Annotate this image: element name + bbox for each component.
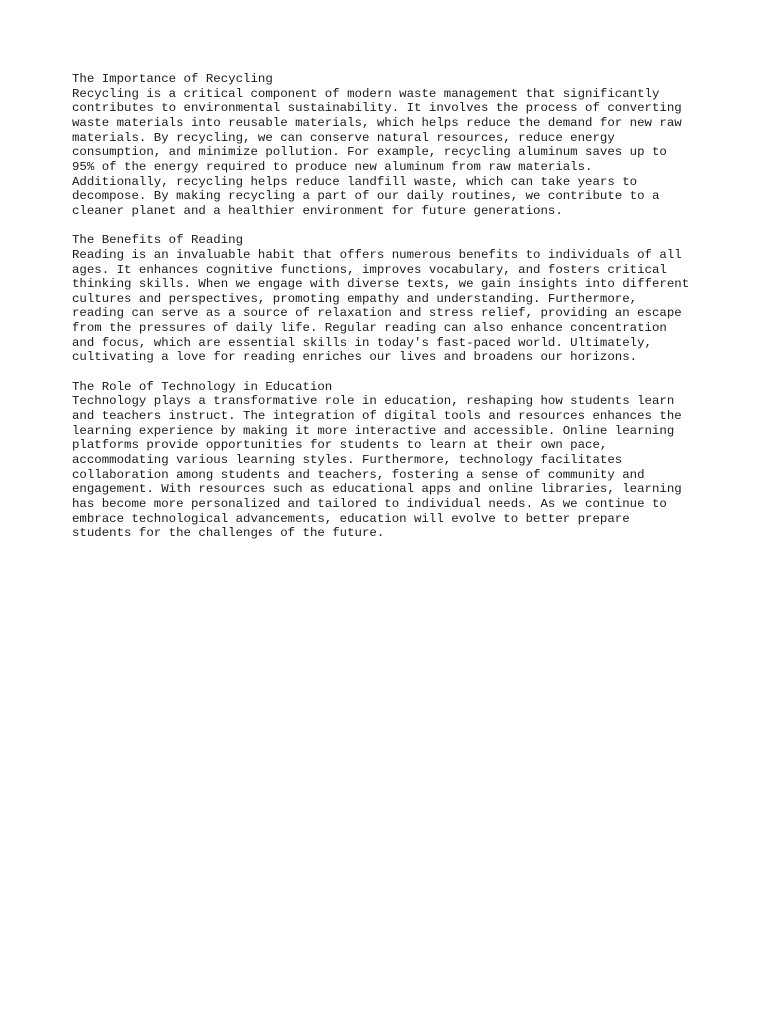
paragraph-line: waste materials into reusable materials, which helps reduce the demand for new raw: [72, 115, 682, 130]
paragraph-line: cultivating a love for reading enriches our lives and broadens our horizons.: [72, 350, 638, 365]
section-technology: [72, 380, 722, 541]
paragraph-line: and teachers instruct. The integration of digital tools and resources enhances the: [72, 409, 682, 424]
paragraph-line: learning experience by making it more interactive and accessible. Online learning: [72, 423, 675, 438]
section-recycling: [72, 72, 722, 219]
paragraph-line: Reading is an invaluable habit that offers numerous benefits to individuals of all: [72, 247, 682, 262]
paragraph-line: platforms provide opportunities for students to learn at their own pace,: [72, 438, 608, 453]
paragraph-line: materials. By recycling, we can conserve natural resources, reduce energy: [72, 130, 615, 145]
paragraph-line: cultures and perspectives, promoting empathy and understanding. Furthermore,: [72, 291, 638, 306]
paragraph-line: ages. It enhances cognitive functions, improves vocabulary, and fosters critical: [72, 262, 667, 277]
paragraph-line: 95% of the energy required to produce new aluminum from raw materials.: [72, 159, 593, 174]
section-reading: [72, 233, 722, 365]
paragraph-line: students for the challenges of the future.: [72, 526, 385, 541]
paragraph-line: has become more personalized and tailored to individual needs. As we continue to: [72, 497, 667, 511]
paragraph-line: cleaner planet and a healthier environment for future generations.: [72, 203, 563, 218]
paragraph-line: thinking skills. When we engage with diverse texts, we gain insights into different: [72, 277, 690, 292]
paragraph-line: Technology plays a transformative role in education, reshaping how students learn: [72, 394, 675, 409]
paragraph-line: reading can serve as a source of relaxation and stress relief, providing an escape: [72, 306, 682, 321]
section-heading: The Importance of Recycling: [72, 72, 273, 86]
paragraph-line: engagement. With resources such as educational apps and online libraries, learning: [72, 482, 682, 497]
paragraph-line: Additionally, recycling helps reduce landfill waste, which can take years to: [72, 174, 638, 189]
section-heading: The Benefits of Reading: [72, 233, 244, 248]
paragraph-line: and focus, which are essential skills in today's fast-paced world. Ultimately,: [72, 335, 652, 350]
paragraph-line: contributes to environmental sustainability. It involves the process of converting: [72, 101, 682, 116]
paragraph-line: from the pressures of daily life. Regular reading can also enhance concentration: [72, 321, 667, 336]
paragraph-line: collaboration among students and teachers, fostering a sense of community and: [72, 467, 645, 482]
paragraph-line: accommodating various learning styles. Furthermore, technology facilitates: [72, 453, 623, 468]
paragraph-line: consumption, and minimize pollution. For example, recycling aluminum saves up to: [72, 145, 667, 160]
paragraph-line: decompose. By making recycling a part of our daily routines, we contribute to a: [72, 189, 660, 204]
document-page: [72, 72, 722, 556]
paragraph-line: embrace technological advancements, education will evolve to better prepare: [72, 511, 630, 526]
section-heading: The Role of Technology in Education: [72, 379, 333, 394]
paragraph-line: Recycling is a critical component of modern waste management that significantly: [72, 86, 660, 101]
